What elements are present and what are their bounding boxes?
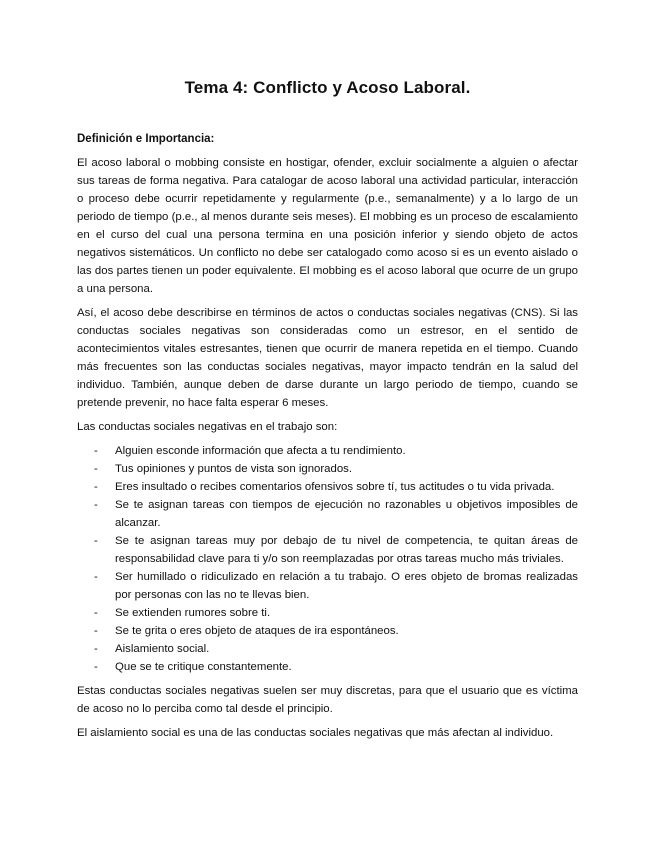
list-item <box>77 442 578 460</box>
list-item <box>77 658 578 676</box>
page-title: Tema 4: Conflicto y Acoso Laboral. <box>184 78 471 97</box>
list-dash: - <box>94 463 98 475</box>
list-item <box>77 478 578 496</box>
list-item-text: Alguien esconde información que afecta a tu rendimiento. <box>115 445 406 457</box>
list-item-text: Se te asignan tareas con tiempos de ejecución no razonables u objetivos imposibles de alcanzar. <box>115 499 578 529</box>
negative-behaviors-list <box>77 442 578 676</box>
list-item <box>77 496 578 532</box>
list-item <box>77 532 578 568</box>
list-dash: - <box>94 643 98 655</box>
list-item-text: Se te grita o eres objeto de ataques de ira espontáneos. <box>115 625 399 637</box>
list-item-text: Aislamiento social. <box>115 643 210 655</box>
list-item-text: Se te asignan tareas muy por debajo de tu nivel de competencia, te quitan áreas de responsabilidad clave para ti y/o son reemplazadas por otras tareas mucho más triviales. <box>115 535 578 565</box>
list-dash: - <box>94 625 98 637</box>
section-heading: Definición e Importancia: <box>77 133 215 145</box>
list-dash: - <box>94 535 98 547</box>
list-item-text: Se extienden rumores sobre ti. <box>115 607 271 619</box>
list-item <box>77 460 578 478</box>
list-item-text: Ser humillado o ridiculizado en relación a tu trabajo. O eres objeto de bromas realizadas por personas con las no te llevas bien. <box>115 571 578 601</box>
paragraph-definition: El acoso laboral o mobbing consiste en hostigar, ofender, excluir socialmente a alguien o afectar sus tareas de forma negativa. Para catalogar de acoso laboral una actividad particular, interacción o proceso debe ocurrir repetidamente y regularmente (p.e., semanalmente) y a lo largo de un periodo de tiempo (p.e., al menos durante seis meses). El mobbing es un proceso de escalamiento en el curso del cual una persona termina en una posición inferior y siendo objeto de actos negativos sistemáticos. Un conflicto no debe ser catalogado como acoso si es un evento aislado o las dos partes tienen un poder equivalente. El mobbing es el acoso laboral que ocurre de un grupo a una persona. <box>77 157 578 295</box>
list-item-text: Eres insultado o recibes comentarios ofensivos sobre tí, tus actitudes o tu vida privada. <box>115 481 555 493</box>
list-item-text: Que se te critique constantemente. <box>115 661 292 673</box>
list-dash: - <box>94 607 98 619</box>
paragraph-discretion: Estas conductas sociales negativas suelen ser muy discretas, para que el usuario que es víctima de acoso no lo perciba como tal desde el principio. <box>77 685 578 715</box>
list-dash: - <box>94 445 98 457</box>
list-dash: - <box>94 661 98 673</box>
list-dash: - <box>94 571 98 583</box>
paragraph-list-intro: Las conductas sociales negativas en el trabajo son: <box>77 421 338 433</box>
list-item <box>77 640 578 658</box>
list-item <box>77 568 578 604</box>
list-item <box>77 622 578 640</box>
list-dash: - <box>94 481 98 493</box>
list-item-text: Tus opiniones y puntos de vista son ignorados. <box>115 463 353 475</box>
list-dash: - <box>94 499 98 511</box>
paragraph-isolation: El aislamiento social es una de las conductas sociales negativas que más afectan al individuo. <box>77 727 554 739</box>
paragraph-cns: Así, el acoso debe describirse en términos de actos o conductas sociales negativas (CNS). Si las conductas sociales negativas son consideradas como un estresor, en el sentido de acontecimientos vitales estresantes, tienen que ocurrir de manera repetida en el tiempo. Cuando más frecuentes son las conductas sociales negativas, mayor impacto tendrán en la salud del individuo. También, aunque deben de darse durante un largo periodo de tiempo, cuando se pretende prevenir, no hace falta esperar 6 meses. <box>77 307 578 409</box>
list-item <box>77 604 578 622</box>
